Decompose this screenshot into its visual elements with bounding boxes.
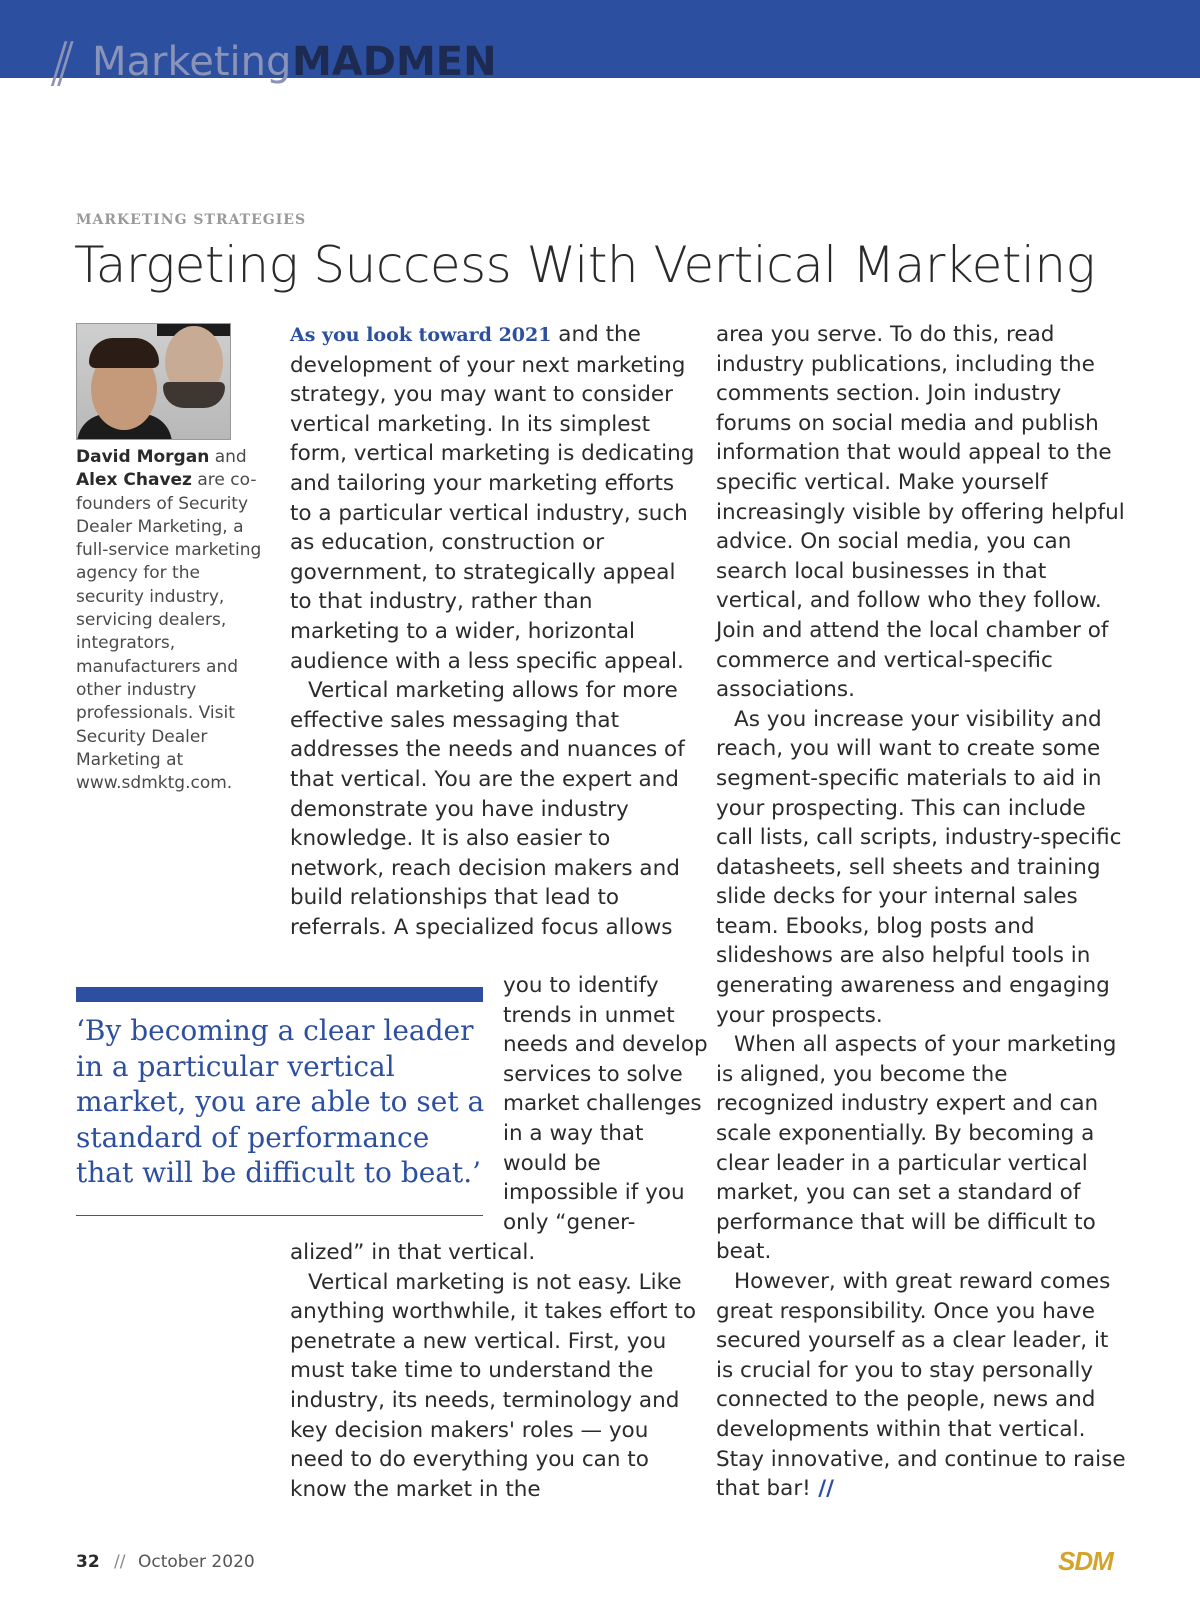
bio-connector: and: [214, 447, 247, 467]
author-name-2: Alex Chavez: [76, 470, 192, 491]
paragraph-7: [716, 1267, 1128, 1504]
paragraph-6: When all aspects of your marketing is aligned, you become the recognized industry expert and can scale exponentially. By becoming a clear leader in a particular vertical market, you can set a standard of performance that will be difficult to beat.: [716, 1032, 1117, 1265]
paragraph-2a: Vertical marketing allows for more effective sales messaging that addresses the needs and nuances of that vertical. You are the expert and demonstrate you have industry knowledge. It is also easier to network, reach decision makers and build relationships that lead to referrals. A specialized focus allows: [290, 678, 685, 940]
author-photo: [76, 323, 231, 440]
footer-separator: //: [114, 1552, 126, 1572]
author-bio: [76, 446, 266, 795]
page-number: 32: [76, 1552, 100, 1572]
pull-quote: ‘By becoming a clear leader in a particular vertical market, you are able to set a standard of performance that will be difficult to beat.’: [76, 1014, 485, 1189]
section-name: Marketing: [92, 39, 292, 85]
column-1-wrap: [503, 971, 708, 1237]
paragraph-1-text: and the development of your next marketing strategy, you may want to consider vertical marketing. In its simplest form, vertical marketing is dedicating and tailoring your marketing efforts to a particular vertical industry, such as education, construction or government, to strategically appeal to that industry, rather than marketing to a wider, horizontal audience with a less specific appeal.: [290, 322, 695, 674]
section-name-bold: MADMEN: [292, 39, 497, 85]
article-title: Targeting Success With Vertical Marketing: [74, 236, 1096, 294]
paragraph-5: As you increase your visibility and reach, you will want to create some segment-specific materials to aid in your prospecting. This can include call lists, call scripts, industry-specific datasheets, sell sheets and training slide decks for your internal sales team. Ebooks, blog posts and slideshows are also helpful tools in generating awareness and engaging your prospects.: [716, 706, 1122, 1028]
bio-text: are co-founders of Security Dealer Marketing, a full-service marketing agency for the security industry, servicing dealers, integrators, manufacturers and other industry professionals. Visit Security Dealer Marketing at www.sdmktg.com.: [76, 470, 262, 794]
end-mark: //: [810, 1476, 834, 1502]
paragraph-1: [290, 320, 698, 676]
column-1-top: [290, 320, 698, 942]
header-slash-mark: //: [50, 31, 63, 94]
author-name-1: David Morgan: [76, 447, 210, 467]
article-kicker: MARKETING STRATEGIES: [76, 212, 307, 228]
issue-date: October 2020: [138, 1552, 255, 1572]
column-2: [716, 320, 1128, 1504]
column-1-bottom: [290, 1238, 698, 1504]
sdm-logo: SDM: [1058, 1546, 1113, 1576]
paragraph-2c: alized” in that vertical.: [290, 1240, 536, 1265]
paragraph-7-text: However, with great reward comes great responsibility. Once you have secured yourself as a clear leader, it is crucial for you to stay personally connected to the people, news and developments within that vertical. Stay innovative, and continue to raise that bar!: [716, 1269, 1126, 1502]
paragraph-3: Vertical marketing is not easy. Like anything worthwhile, it takes effort to penetrate a new vertical. First, you must take time to understand the industry, its needs, terminology and key decision makers' roles — you need to do everything you can to know the market in the: [290, 1269, 697, 1502]
paragraph-2b: you to identify trends in unmet needs and develop services to solve market challenges in a way that would be impossible if you only “gener-: [503, 973, 708, 1235]
lead-in: As you look toward 2021: [290, 324, 552, 346]
pull-quote-bottom-rule: [76, 1215, 483, 1216]
pull-quote-top-rule: [76, 987, 483, 1002]
paragraph-4: area you serve. To do this, read industry publications, including the comments section. Join industry forums on social media and publish information that would appeal to the specific vertical. Make yourself increasingly visible by offering helpful advice. On social media, you can search local businesses in that vertical, and follow who they follow. Join and attend the local chamber of commerce and vertical-specific associations.: [716, 322, 1125, 703]
